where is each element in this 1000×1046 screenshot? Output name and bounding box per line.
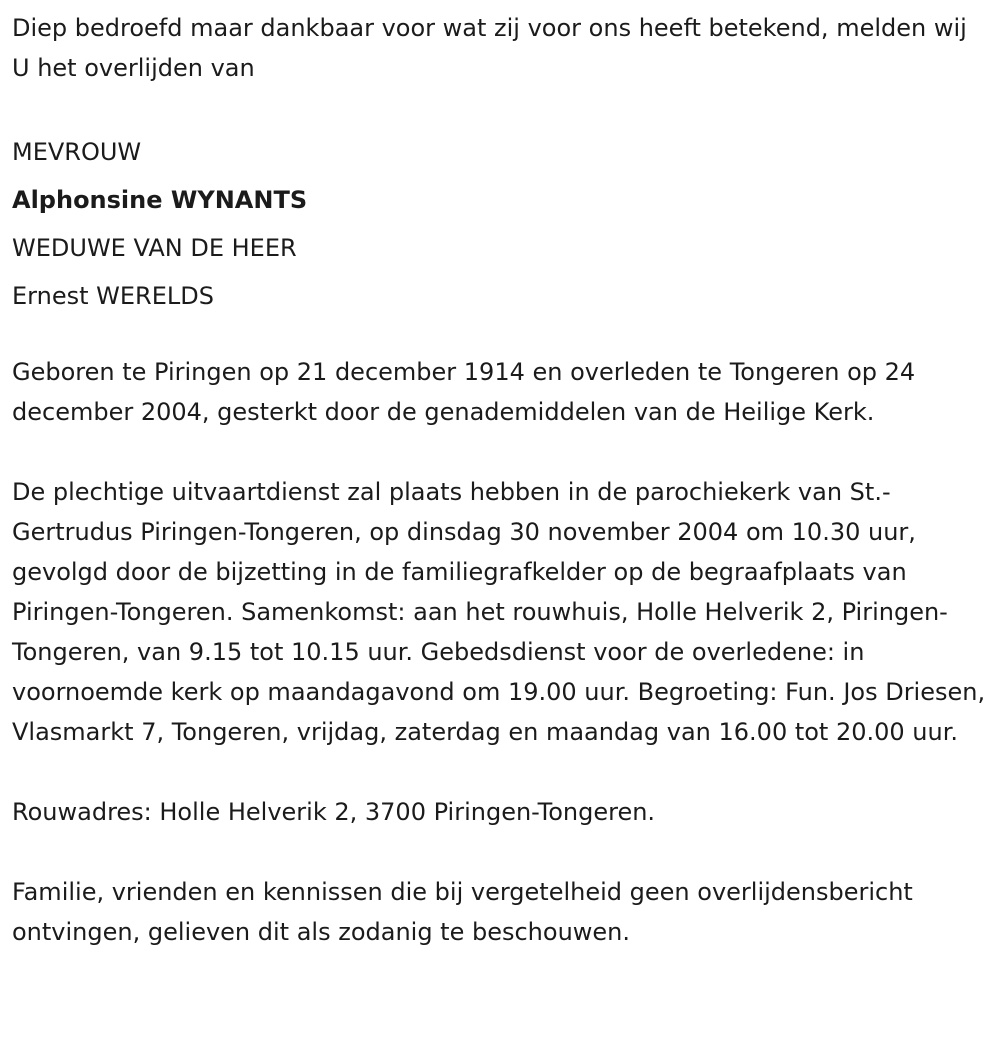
closing-paragraph: Familie, vrienden en kennissen die bij vergetelheid geen overlijdensbericht ontvingen, gelieven dit als zodanig te beschouwen. — [12, 878, 913, 946]
spouse-name: Ernest WERELDS — [12, 282, 214, 310]
title-line: MEVROUW — [12, 138, 142, 166]
birth-death-paragraph: Geboren te Piringen op 21 december 1914 en overleden te Tongeren op 24 december 2004, gesterkt door de genademiddelen van de Heilige Kerk. — [12, 358, 916, 426]
intro-paragraph: Diep bedroefd maar dankbaar voor wat zij voor ons heeft betekend, melden wij U het overlijden van — [12, 14, 967, 82]
relation-line: WEDUWE VAN DE HEER — [12, 234, 297, 262]
deceased-name: Alphonsine WYNANTS — [12, 186, 308, 214]
funeral-paragraph: De plechtige uitvaartdienst zal plaats hebben in de parochiekerk van St.-Gertrudus Piringen-Tongeren, op dinsdag 30 november 2004 om 10.30 uur, gevolgd door de bijzetting in de familiegrafkelder op de begraafplaats van Piringen-Tongeren. Samenkomst: aan het rouwhuis, Holle Helverik 2, Piringen-Tongeren, van 9.15 tot 10.15 uur. Gebedsdienst voor de overledene: in voornoemde kerk op maandagavond om 19.00 uur. Begroeting: Fun. Jos Driesen, Vlasmarkt 7, Tongeren, vrijdag, zaterdag en maandag van 16.00 tot 20.00 uur. — [12, 478, 986, 746]
names-block — [12, 128, 988, 320]
mourning-address: Rouwadres: Holle Helverik 2, 3700 Piringen-Tongeren. — [12, 798, 656, 826]
